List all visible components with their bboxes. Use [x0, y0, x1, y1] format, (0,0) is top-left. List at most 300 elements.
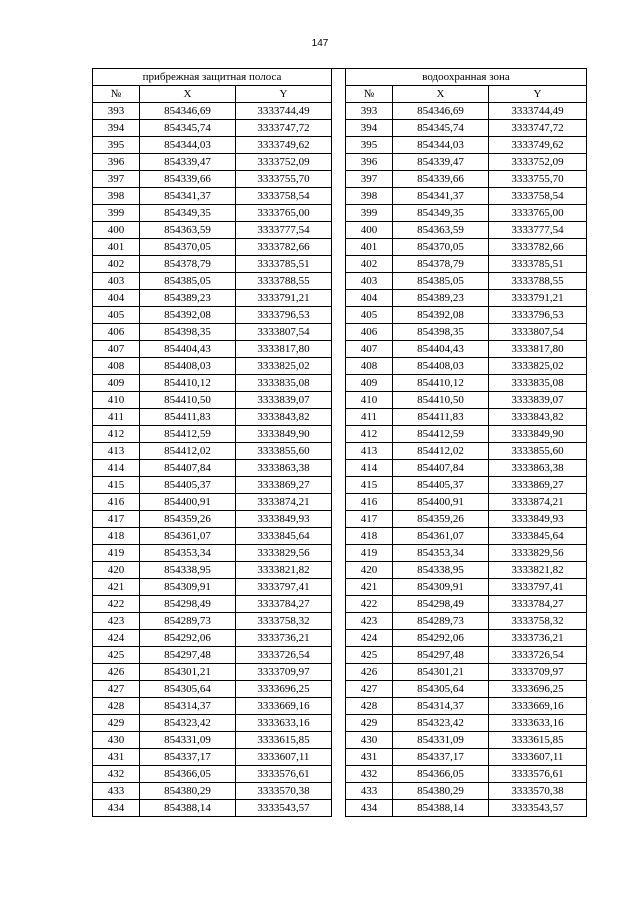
table-row — [93, 528, 587, 545]
right-point-number: 398 — [346, 188, 393, 205]
right-x-value: 854338,95 — [393, 562, 489, 579]
left-point-number: 411 — [93, 409, 140, 426]
page-number: 147 — [311, 38, 329, 49]
right-x-value: 854314,37 — [393, 698, 489, 715]
left-header-x: X — [140, 86, 236, 103]
left-x-value: 854305,64 — [140, 681, 236, 698]
left-y-value: 3333807,54 — [236, 324, 332, 341]
left-y-value: 3333607,11 — [236, 749, 332, 766]
right-y-value: 3333765,00 — [489, 205, 587, 222]
table-row — [93, 341, 587, 358]
right-y-value: 3333758,54 — [489, 188, 587, 205]
table-row — [93, 120, 587, 137]
left-x-value: 854344,03 — [140, 137, 236, 154]
right-point-number: 429 — [346, 715, 393, 732]
right-x-value: 854339,47 — [393, 154, 489, 171]
left-x-value: 854339,47 — [140, 154, 236, 171]
left-point-number: 428 — [93, 698, 140, 715]
right-y-value: 3333633,16 — [489, 715, 587, 732]
right-point-number: 407 — [346, 341, 393, 358]
right-point-number: 421 — [346, 579, 393, 596]
right-point-number: 406 — [346, 324, 393, 341]
right-point-number: 396 — [346, 154, 393, 171]
right-y-value: 3333736,21 — [489, 630, 587, 647]
right-x-value: 854323,42 — [393, 715, 489, 732]
right-y-value: 3333874,21 — [489, 494, 587, 511]
table-row — [93, 205, 587, 222]
left-point-number: 419 — [93, 545, 140, 562]
right-point-number: 420 — [346, 562, 393, 579]
left-x-value: 854323,42 — [140, 715, 236, 732]
left-point-number: 404 — [93, 290, 140, 307]
left-y-value: 3333633,16 — [236, 715, 332, 732]
table-gap — [332, 273, 346, 290]
right-y-value: 3333855,60 — [489, 443, 587, 460]
table-row — [93, 664, 587, 681]
left-x-value: 854400,91 — [140, 494, 236, 511]
table-row — [93, 307, 587, 324]
table-row — [93, 460, 587, 477]
right-point-number: 434 — [346, 800, 393, 817]
right-y-value: 3333788,55 — [489, 273, 587, 290]
table-title-row — [93, 69, 587, 86]
left-x-value: 854407,84 — [140, 460, 236, 477]
table-gap — [332, 613, 346, 630]
table-gap — [332, 562, 346, 579]
right-point-number: 397 — [346, 171, 393, 188]
left-y-value: 3333576,61 — [236, 766, 332, 783]
table-row — [93, 409, 587, 426]
right-y-value: 3333543,57 — [489, 800, 587, 817]
left-y-value: 3333829,56 — [236, 545, 332, 562]
table-gap — [332, 749, 346, 766]
left-point-number: 430 — [93, 732, 140, 749]
table-row — [93, 375, 587, 392]
left-x-value: 854411,83 — [140, 409, 236, 426]
right-x-value: 854411,83 — [393, 409, 489, 426]
table-gap — [332, 783, 346, 800]
left-y-value: 3333758,32 — [236, 613, 332, 630]
right-point-number: 423 — [346, 613, 393, 630]
left-y-value: 3333784,27 — [236, 596, 332, 613]
right-point-number: 428 — [346, 698, 393, 715]
left-point-number: 401 — [93, 239, 140, 256]
table-gap — [332, 205, 346, 222]
left-point-number: 406 — [93, 324, 140, 341]
left-y-value: 3333835,08 — [236, 375, 332, 392]
left-y-value: 3333874,21 — [236, 494, 332, 511]
table-gap — [332, 715, 346, 732]
left-y-value: 3333726,54 — [236, 647, 332, 664]
left-point-number: 408 — [93, 358, 140, 375]
table-gap — [332, 460, 346, 477]
right-point-number: 426 — [346, 664, 393, 681]
right-x-value: 854359,26 — [393, 511, 489, 528]
right-point-number: 418 — [346, 528, 393, 545]
table-gap — [332, 664, 346, 681]
right-x-value: 854405,37 — [393, 477, 489, 494]
left-point-number: 400 — [93, 222, 140, 239]
left-point-number: 393 — [93, 103, 140, 120]
table-row — [93, 222, 587, 239]
left-x-value: 854378,79 — [140, 256, 236, 273]
left-y-value: 3333669,16 — [236, 698, 332, 715]
left-point-number: 407 — [93, 341, 140, 358]
table-gap — [332, 103, 346, 120]
table-row — [93, 766, 587, 783]
left-y-value: 3333785,51 — [236, 256, 332, 273]
table-row — [93, 477, 587, 494]
right-y-value: 3333576,61 — [489, 766, 587, 783]
left-point-number: 418 — [93, 528, 140, 545]
left-x-value: 854341,37 — [140, 188, 236, 205]
left-x-value: 854398,35 — [140, 324, 236, 341]
table-gap — [332, 137, 346, 154]
table-row — [93, 749, 587, 766]
left-point-number: 396 — [93, 154, 140, 171]
table-gap — [332, 307, 346, 324]
right-y-value: 3333726,54 — [489, 647, 587, 664]
right-y-value: 3333758,32 — [489, 613, 587, 630]
table-row — [93, 273, 587, 290]
table-gap — [332, 239, 346, 256]
table-gap — [332, 426, 346, 443]
right-point-number: 405 — [346, 307, 393, 324]
right-point-number: 431 — [346, 749, 393, 766]
left-point-number: 415 — [93, 477, 140, 494]
table-row — [93, 732, 587, 749]
table-row — [93, 290, 587, 307]
right-x-value: 854366,05 — [393, 766, 489, 783]
right-x-value: 854331,09 — [393, 732, 489, 749]
table-gap — [332, 358, 346, 375]
table-gap — [332, 477, 346, 494]
left-y-value: 3333543,57 — [236, 800, 332, 817]
left-x-value: 854331,09 — [140, 732, 236, 749]
left-y-value: 3333736,21 — [236, 630, 332, 647]
right-point-number: 425 — [346, 647, 393, 664]
right-x-value: 854389,23 — [393, 290, 489, 307]
right-x-value: 854410,12 — [393, 375, 489, 392]
right-x-value: 854289,73 — [393, 613, 489, 630]
left-y-value: 3333839,07 — [236, 392, 332, 409]
left-y-value: 3333791,21 — [236, 290, 332, 307]
right-point-number: 399 — [346, 205, 393, 222]
left-y-value: 3333709,97 — [236, 664, 332, 681]
table-row — [93, 443, 587, 460]
left-y-value: 3333752,09 — [236, 154, 332, 171]
right-y-value: 3333807,54 — [489, 324, 587, 341]
right-y-value: 3333839,07 — [489, 392, 587, 409]
table-gap — [332, 681, 346, 698]
table-gap — [332, 766, 346, 783]
table-gap — [332, 528, 346, 545]
right-point-number: 415 — [346, 477, 393, 494]
left-point-number: 421 — [93, 579, 140, 596]
left-y-value: 3333849,93 — [236, 511, 332, 528]
left-point-number: 397 — [93, 171, 140, 188]
left-x-value: 854370,05 — [140, 239, 236, 256]
table-row — [93, 681, 587, 698]
right-table-title: водоохранная зона — [346, 69, 587, 86]
right-x-value: 854400,91 — [393, 494, 489, 511]
left-x-value: 854412,02 — [140, 443, 236, 460]
right-x-value: 854392,08 — [393, 307, 489, 324]
table-row — [93, 392, 587, 409]
table-row — [93, 511, 587, 528]
right-y-value: 3333782,66 — [489, 239, 587, 256]
table-row — [93, 188, 587, 205]
left-x-value: 854338,95 — [140, 562, 236, 579]
right-y-value: 3333849,93 — [489, 511, 587, 528]
left-point-number: 434 — [93, 800, 140, 817]
left-point-number: 409 — [93, 375, 140, 392]
table-gap — [332, 290, 346, 307]
right-y-value: 3333863,38 — [489, 460, 587, 477]
left-y-value: 3333788,55 — [236, 273, 332, 290]
right-point-number: 419 — [346, 545, 393, 562]
table-row — [93, 103, 587, 120]
right-point-number: 411 — [346, 409, 393, 426]
left-y-value: 3333570,38 — [236, 783, 332, 800]
right-x-value: 854337,17 — [393, 749, 489, 766]
table-gap — [332, 800, 346, 817]
right-x-value: 854349,35 — [393, 205, 489, 222]
table-gap — [332, 120, 346, 137]
right-y-value: 3333752,09 — [489, 154, 587, 171]
left-y-value: 3333855,60 — [236, 443, 332, 460]
right-point-number: 404 — [346, 290, 393, 307]
right-y-value: 3333747,72 — [489, 120, 587, 137]
left-y-value: 3333796,53 — [236, 307, 332, 324]
right-y-value: 3333835,08 — [489, 375, 587, 392]
left-y-value: 3333869,27 — [236, 477, 332, 494]
left-y-value: 3333777,54 — [236, 222, 332, 239]
right-y-value: 3333784,27 — [489, 596, 587, 613]
table-gap — [332, 579, 346, 596]
left-point-number: 417 — [93, 511, 140, 528]
left-header-y: Y — [236, 86, 332, 103]
table-row — [93, 630, 587, 647]
left-x-value: 854380,29 — [140, 783, 236, 800]
right-point-number: 433 — [346, 783, 393, 800]
table-row — [93, 171, 587, 188]
left-x-value: 854405,37 — [140, 477, 236, 494]
left-point-number: 432 — [93, 766, 140, 783]
right-y-value: 3333821,82 — [489, 562, 587, 579]
left-y-value: 3333817,80 — [236, 341, 332, 358]
right-x-value: 854297,48 — [393, 647, 489, 664]
left-x-value: 854359,26 — [140, 511, 236, 528]
table-gap — [332, 222, 346, 239]
left-x-value: 854389,23 — [140, 290, 236, 307]
right-x-value: 854292,06 — [393, 630, 489, 647]
left-y-value: 3333782,66 — [236, 239, 332, 256]
left-x-value: 854349,35 — [140, 205, 236, 222]
right-point-number: 416 — [346, 494, 393, 511]
table-gap — [332, 341, 346, 358]
right-point-number: 414 — [346, 460, 393, 477]
left-point-number: 395 — [93, 137, 140, 154]
left-x-value: 854361,07 — [140, 528, 236, 545]
right-point-number: 394 — [346, 120, 393, 137]
right-x-value: 854412,02 — [393, 443, 489, 460]
left-y-value: 3333747,72 — [236, 120, 332, 137]
table-row — [93, 426, 587, 443]
right-x-value: 854309,91 — [393, 579, 489, 596]
left-point-number: 416 — [93, 494, 140, 511]
table-gap — [332, 511, 346, 528]
right-x-value: 854398,35 — [393, 324, 489, 341]
left-y-value: 3333849,90 — [236, 426, 332, 443]
right-x-value: 854370,05 — [393, 239, 489, 256]
left-point-number: 410 — [93, 392, 140, 409]
right-point-number: 409 — [346, 375, 393, 392]
right-x-value: 854410,50 — [393, 392, 489, 409]
left-point-number: 403 — [93, 273, 140, 290]
left-x-value: 854345,74 — [140, 120, 236, 137]
table-row — [93, 647, 587, 664]
left-x-value: 854388,14 — [140, 800, 236, 817]
left-table-title: прибрежная защитная полоса — [93, 69, 332, 86]
table-gap — [332, 256, 346, 273]
table-row — [93, 324, 587, 341]
right-y-value: 3333843,82 — [489, 409, 587, 426]
left-point-number: 412 — [93, 426, 140, 443]
left-x-value: 854363,59 — [140, 222, 236, 239]
left-x-value: 854408,03 — [140, 358, 236, 375]
right-x-value: 854378,79 — [393, 256, 489, 273]
right-point-number: 395 — [346, 137, 393, 154]
right-y-value: 3333797,41 — [489, 579, 587, 596]
right-y-value: 3333825,02 — [489, 358, 587, 375]
table-row — [93, 579, 587, 596]
left-y-value: 3333863,38 — [236, 460, 332, 477]
table-row — [93, 239, 587, 256]
left-y-value: 3333843,82 — [236, 409, 332, 426]
table-row — [93, 562, 587, 579]
left-y-value: 3333755,70 — [236, 171, 332, 188]
left-point-number: 399 — [93, 205, 140, 222]
left-x-value: 854346,69 — [140, 103, 236, 120]
right-point-number: 427 — [346, 681, 393, 698]
right-header-x: X — [393, 86, 489, 103]
right-point-number: 408 — [346, 358, 393, 375]
right-y-value: 3333570,38 — [489, 783, 587, 800]
table-gap — [332, 443, 346, 460]
right-y-value: 3333669,16 — [489, 698, 587, 715]
left-x-value: 854301,21 — [140, 664, 236, 681]
left-point-number: 413 — [93, 443, 140, 460]
left-point-number: 422 — [93, 596, 140, 613]
left-point-number: 426 — [93, 664, 140, 681]
left-x-value: 854297,48 — [140, 647, 236, 664]
table-gap — [332, 154, 346, 171]
left-y-value: 3333845,64 — [236, 528, 332, 545]
right-point-number: 413 — [346, 443, 393, 460]
left-y-value: 3333744,49 — [236, 103, 332, 120]
left-point-number: 405 — [93, 307, 140, 324]
right-y-value: 3333696,25 — [489, 681, 587, 698]
right-point-number: 430 — [346, 732, 393, 749]
right-x-value: 854305,64 — [393, 681, 489, 698]
left-header-number: № — [93, 86, 140, 103]
table-row — [93, 698, 587, 715]
table-gap — [332, 171, 346, 188]
left-point-number: 423 — [93, 613, 140, 630]
left-x-value: 854410,12 — [140, 375, 236, 392]
right-x-value: 854298,49 — [393, 596, 489, 613]
right-x-value: 854339,66 — [393, 171, 489, 188]
left-x-value: 854339,66 — [140, 171, 236, 188]
right-x-value: 854412,59 — [393, 426, 489, 443]
right-y-value: 3333607,11 — [489, 749, 587, 766]
right-point-number: 432 — [346, 766, 393, 783]
left-x-value: 854337,17 — [140, 749, 236, 766]
right-y-value: 3333829,56 — [489, 545, 587, 562]
table-row — [93, 358, 587, 375]
right-point-number: 400 — [346, 222, 393, 239]
table-row — [93, 494, 587, 511]
left-point-number: 427 — [93, 681, 140, 698]
table-gap — [332, 392, 346, 409]
right-point-number: 393 — [346, 103, 393, 120]
right-x-value: 854341,37 — [393, 188, 489, 205]
left-y-value: 3333825,02 — [236, 358, 332, 375]
table-gap — [332, 494, 346, 511]
left-x-value: 854412,59 — [140, 426, 236, 443]
table-row — [93, 137, 587, 154]
right-point-number: 417 — [346, 511, 393, 528]
right-header-y: Y — [489, 86, 587, 103]
right-point-number: 424 — [346, 630, 393, 647]
left-point-number: 424 — [93, 630, 140, 647]
right-y-value: 3333845,64 — [489, 528, 587, 545]
left-x-value: 854410,50 — [140, 392, 236, 409]
left-y-value: 3333615,85 — [236, 732, 332, 749]
table-gap — [332, 630, 346, 647]
left-x-value: 854298,49 — [140, 596, 236, 613]
table-gap — [332, 545, 346, 562]
right-y-value: 3333615,85 — [489, 732, 587, 749]
right-y-value: 3333744,49 — [489, 103, 587, 120]
right-header-number: № — [346, 86, 393, 103]
right-x-value: 854353,34 — [393, 545, 489, 562]
right-y-value: 3333796,53 — [489, 307, 587, 324]
left-y-value: 3333765,00 — [236, 205, 332, 222]
right-point-number: 410 — [346, 392, 393, 409]
column-header-row — [93, 86, 587, 103]
right-point-number: 422 — [346, 596, 393, 613]
left-point-number: 402 — [93, 256, 140, 273]
left-point-number: 398 — [93, 188, 140, 205]
table-gap — [332, 409, 346, 426]
table-gap — [332, 188, 346, 205]
table-row — [93, 154, 587, 171]
left-x-value: 854392,08 — [140, 307, 236, 324]
left-point-number: 425 — [93, 647, 140, 664]
left-x-value: 854353,34 — [140, 545, 236, 562]
right-point-number: 401 — [346, 239, 393, 256]
right-x-value: 854404,43 — [393, 341, 489, 358]
right-y-value: 3333749,62 — [489, 137, 587, 154]
right-y-value: 3333785,51 — [489, 256, 587, 273]
left-x-value: 854366,05 — [140, 766, 236, 783]
left-x-value: 854385,05 — [140, 273, 236, 290]
right-x-value: 854385,05 — [393, 273, 489, 290]
left-y-value: 3333749,62 — [236, 137, 332, 154]
right-x-value: 854380,29 — [393, 783, 489, 800]
